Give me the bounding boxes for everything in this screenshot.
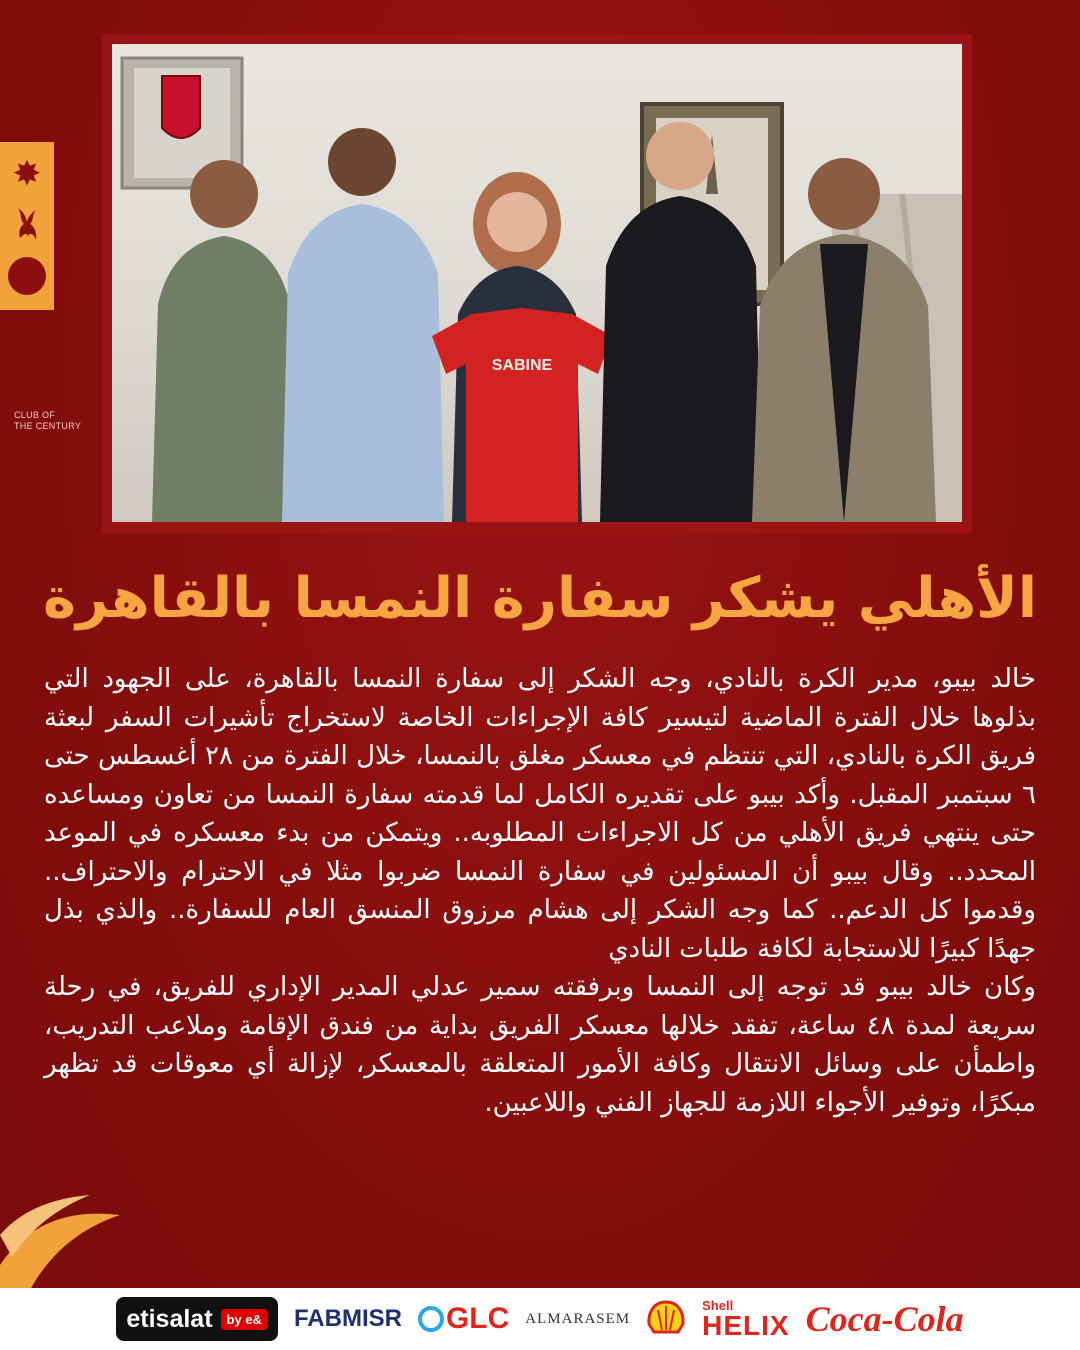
jersey-name: SABINE bbox=[491, 357, 553, 374]
etisalat-wordmark: etisalat bbox=[126, 1304, 213, 1333]
sponsor-bar bbox=[0, 1288, 1080, 1350]
etisalat-logo bbox=[116, 1297, 278, 1341]
caption-line-1: CLUB OF bbox=[14, 410, 56, 420]
glc-logo bbox=[418, 1302, 509, 1336]
misr-wordmark: MISR bbox=[341, 1305, 402, 1332]
photo-frame bbox=[102, 34, 972, 534]
headline: الأهلي يشكر سفارة النمسا بالقاهرة bbox=[42, 566, 1038, 631]
helix-wordmark: HELIX bbox=[702, 1309, 790, 1341]
almarasem-wordmark: ALMARASEM bbox=[525, 1310, 631, 1327]
circle-icon bbox=[8, 257, 46, 295]
fab-wordmark: FAB bbox=[293, 1305, 342, 1332]
etisalat-by-badge: by e& bbox=[221, 1309, 268, 1330]
eagle-icon bbox=[12, 204, 42, 244]
shell-helix-logo bbox=[702, 1299, 789, 1340]
shell-pecten-icon bbox=[646, 1300, 686, 1338]
article-paragraph-1: خالد بيبو، مدير الكرة بالنادي، وجه الشكر إلى سفارة النمسا بالقاهرة، على الجهود التي بذلوها خلال الفترة الماضية لتيسير كافة الإجراءات الخاصة لاستخراج تأشيرات السفر لبعثة فريق الكرة بالنادي، التي تنتظم في معسكر مغلق بالنمسا، خلال الفترة من ٢٨ أغسطس حتى ٦ سبتمبر المقبل. وأكد بيبو على تقديره الكامل لما قدمته سفارة النمسا من تعاون ومساعده حتى ينتهي فريق الأهلي من كل الاجراءات المطلوبه.. ويتمكن من بدء معسكره في الموعد المحدد.. وقال بيبو أن المسئولين في سفارة النمسا ضربوا مثلا في الاحترام والاحتراف.. وقدموا كل الدعم.. كما وجه الشكر إلى هشام مرزوق المنسق العام للسفارة.. والذي بذل جهدًا كبيرًا للاستجابة لكافة طلبات النادي bbox=[44, 664, 1036, 964]
side-emblem-strip bbox=[0, 142, 54, 310]
fab-misr-logo bbox=[294, 1305, 402, 1333]
almarasem-logo bbox=[525, 1311, 630, 1328]
caption-line-2: THE CENTURY bbox=[14, 421, 82, 431]
coca-cola-logo bbox=[806, 1298, 964, 1340]
coca-cola-wordmark: Coca-Cola bbox=[805, 1299, 964, 1339]
glc-wordmark: GLC bbox=[445, 1302, 510, 1335]
club-of-century-caption bbox=[14, 410, 104, 432]
glc-circle-icon bbox=[418, 1306, 444, 1332]
article-paragraph-2: وكان خالد بيبو قد توجه إلى النمسا وبرفقته سمير عدلي المدير الإداري للفريق، في رحلة سريعة لمدة ٤٨ ساعة، تفقد خلالها معسكر الفريق بداية من فندق الإقامة وملاعب التدريب، واطمأن على وسائل الانتقال وكافة الأمور المتعلقة بالمعسكر، لإزالة أي معوقات قد تظهر مبكرًا، وتوفير الأجواء اللازمة للجهاز الفني واللاعبين. bbox=[44, 972, 1036, 1118]
group-photo bbox=[112, 44, 962, 522]
orange-swoosh-decoration bbox=[0, 1195, 140, 1290]
photo-illustration bbox=[112, 44, 962, 522]
article-body bbox=[44, 660, 1036, 1270]
shell-wordmark: Shell bbox=[702, 1297, 734, 1313]
star-icon: ✸ bbox=[12, 153, 42, 194]
